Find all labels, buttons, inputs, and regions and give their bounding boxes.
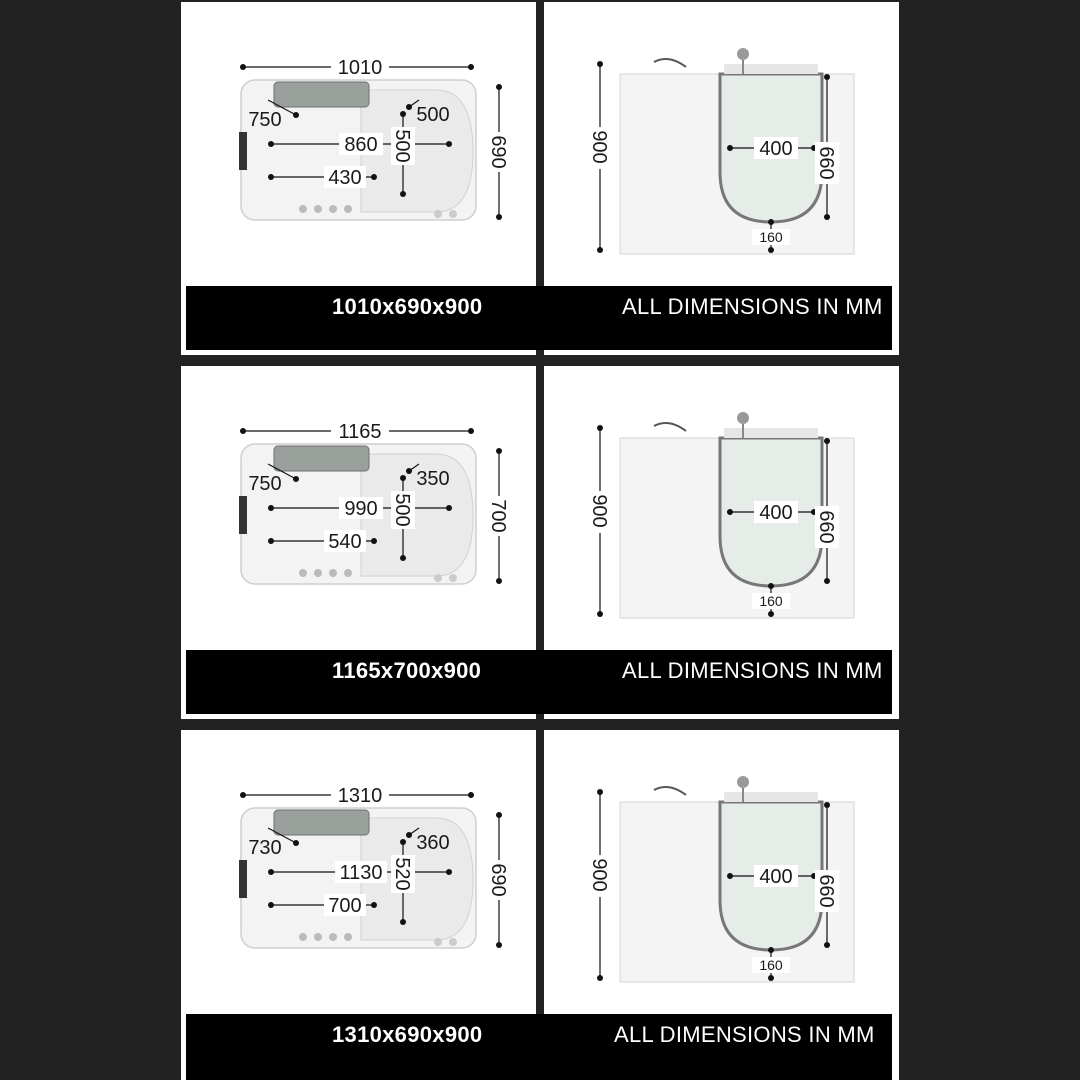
overall-width-label-1: 690 xyxy=(487,135,509,169)
units-note-2: ALL DIMENSIONS IN MM xyxy=(622,658,883,683)
seat-width-label-3: 520 xyxy=(391,857,413,891)
seat-depth-label-1: 750 xyxy=(248,109,282,131)
step-height-label-2: 160 xyxy=(759,593,783,609)
units-note-3: ALL DIMENSIONS IN MM xyxy=(614,1022,875,1047)
door-offset-label-1: 500 xyxy=(416,104,450,126)
model-size-label-3: 1310x690x900 xyxy=(332,1022,483,1047)
caption-bar-1 xyxy=(186,286,892,350)
total-height-label-3: 900 xyxy=(588,858,610,892)
overall-length-label-2: 1165 xyxy=(338,421,382,443)
seat-width-label-1: 500 xyxy=(391,129,413,163)
caption-bar-2 xyxy=(186,650,892,714)
door-offset-label-2: 350 xyxy=(416,468,450,490)
seat-width-label-2: 500 xyxy=(391,493,413,527)
seat-length-label-2: 540 xyxy=(328,531,362,553)
door-width-label-3: 400 xyxy=(759,866,793,888)
overall-width-label-2: 700 xyxy=(487,499,509,533)
overall-length-label-3: 1310 xyxy=(337,785,383,807)
inner-length-label-3: 1130 xyxy=(339,862,383,884)
seat-length-label-1: 430 xyxy=(328,167,362,189)
model-size-label-1: 1010x690x900 xyxy=(332,294,483,319)
inner-length-label-2: 990 xyxy=(344,498,378,520)
seat-depth-label-3: 730 xyxy=(248,837,282,859)
inner-length-label-1: 860 xyxy=(344,134,378,156)
caption-bar-3 xyxy=(186,1014,892,1080)
door-width-label-1: 400 xyxy=(759,138,793,160)
step-height-label-1: 160 xyxy=(759,229,783,245)
door-height-label-1: 660 xyxy=(815,146,837,180)
total-height-label-2: 900 xyxy=(588,494,610,528)
step-height-label-3: 160 xyxy=(759,957,783,973)
total-height-label-1: 900 xyxy=(588,130,610,164)
door-offset-label-3: 360 xyxy=(416,832,450,854)
units-note-1: ALL DIMENSIONS IN MM xyxy=(622,294,883,319)
door-width-label-2: 400 xyxy=(759,502,793,524)
model-size-label-2: 1165x700x900 xyxy=(332,658,482,683)
overall-length-label-1: 1010 xyxy=(337,57,383,79)
door-height-label-2: 660 xyxy=(815,510,837,544)
overall-width-label-3: 690 xyxy=(487,863,509,897)
door-height-label-3: 660 xyxy=(815,874,837,908)
seat-length-label-3: 700 xyxy=(328,895,362,917)
seat-depth-label-2: 750 xyxy=(248,473,282,495)
